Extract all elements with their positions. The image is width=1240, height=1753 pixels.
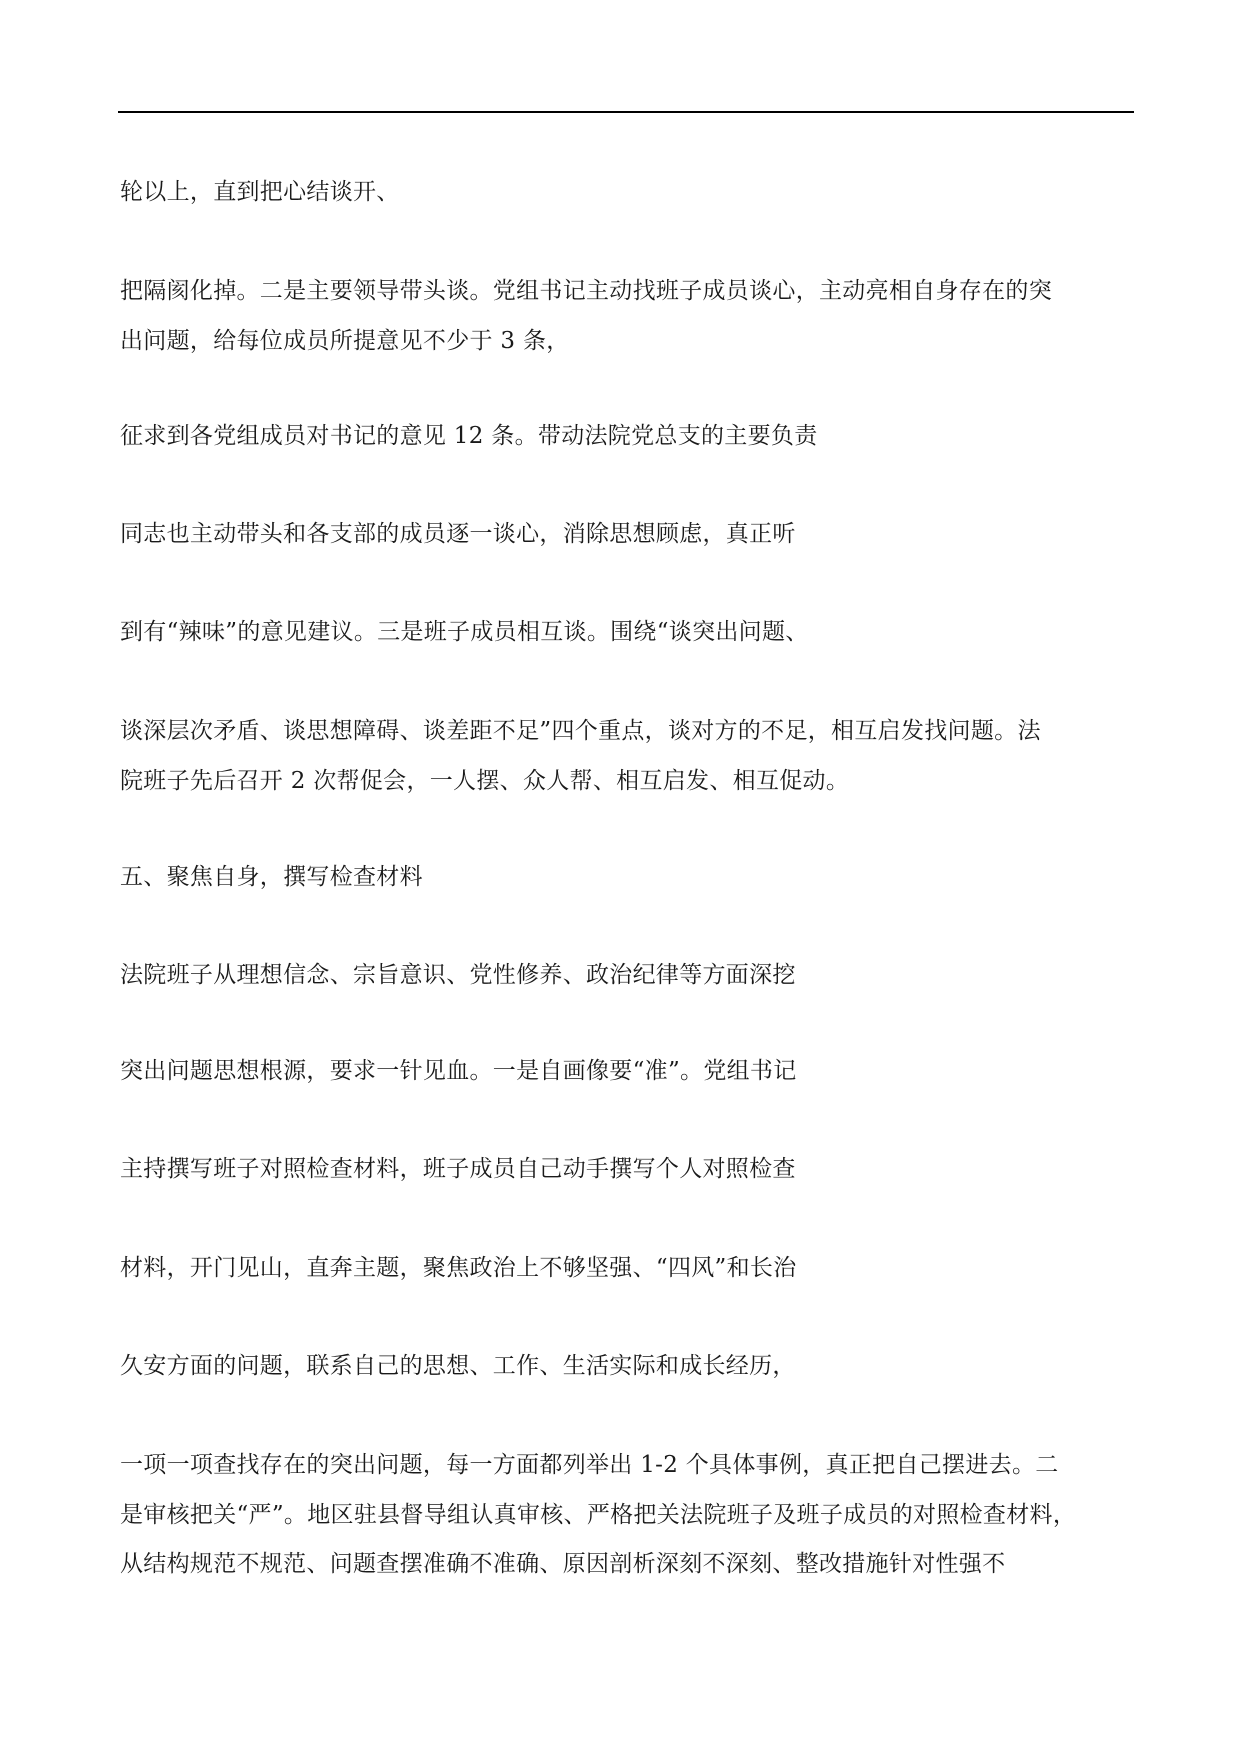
section-heading: 五、聚焦自身，撰写检查材料 bbox=[120, 864, 423, 890]
text-line: 突出问题思想根源，要求一针见血。一是自画像要“准”。党组书记 bbox=[120, 1058, 797, 1084]
text-line: 从结构规范不规范、问题查摆准确不准确、原因剖析深刻不深刻、整改措施针对性强不 bbox=[120, 1551, 1006, 1577]
text-line: 院班子先后召开 2 次帮促会，一人摆、众人帮、相互启发、相互促动。 bbox=[120, 768, 850, 794]
text-line: 同志也主动带头和各支部的成员逐一谈心，消除思想顾虑，真正听 bbox=[120, 521, 796, 547]
text-line: 征求到各党组成员对书记的意见 12 条。带动法院党总支的主要负责 bbox=[120, 423, 818, 449]
text-line: 主持撰写班子对照检查材料，班子成员自己动手撰写个人对照检查 bbox=[120, 1156, 796, 1182]
text-line: 出问题，给每位成员所提意见不少于 3 条， bbox=[120, 328, 570, 354]
text-line: 谈深层次矛盾、谈思想障碍、谈差距不足”四个重点，谈对方的不足，相互启发找问题。法 bbox=[120, 718, 1041, 744]
text-line: 到有“辣味”的意见建议。三是班子成员相互谈。围绕“谈突出问题、 bbox=[120, 619, 809, 645]
text-line: 把隔阂化掉。二是主要领导带头谈。党组书记主动找班子成员谈心，主动亮相自身存在的突 bbox=[120, 278, 1052, 304]
text-line: 久安方面的问题，联系自己的思想、工作、生活实际和成长经历， bbox=[120, 1353, 796, 1379]
text-line: 一项一项查找存在的突出问题，每一方面都列举出 1-2 个具体事例，真正把自己摆进去。二 bbox=[120, 1452, 1059, 1478]
text-line: 法院班子从理想信念、宗旨意识、党性修养、政治纪律等方面深挖 bbox=[120, 962, 796, 988]
text-line: 轮以上，直到把心结谈开、 bbox=[120, 179, 400, 205]
text-line: 是审核把关“严”。地区驻县督导组认真审核、严格把关法院班子及班子成员的对照检查材料， bbox=[120, 1502, 1077, 1528]
header-rule bbox=[118, 111, 1134, 113]
text-line: 材料，开门见山，直奔主题，聚焦政治上不够坚强、“四风”和长治 bbox=[120, 1255, 797, 1281]
